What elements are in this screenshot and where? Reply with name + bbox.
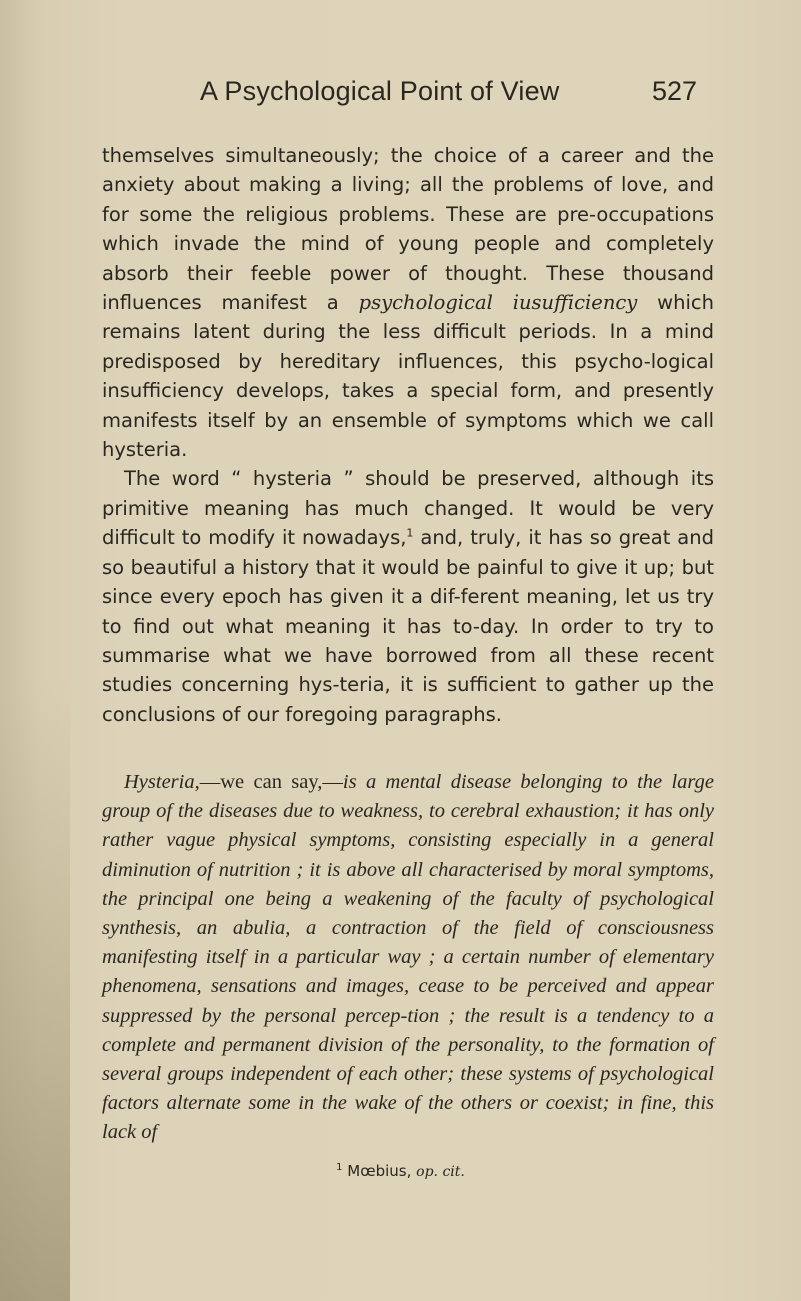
paragraph-1 — [102, 141, 714, 464]
definition-aside: —we can say,— — [199, 771, 343, 793]
page-number: 527 — [652, 76, 698, 106]
footnote-mark: 1 — [336, 1162, 343, 1173]
footnote-reference: 1 — [406, 526, 414, 540]
page-stain — [0, 681, 70, 1301]
running-title: A Psychological Point of View — [200, 76, 560, 106]
paragraph-2-text-b: and, truly, it has so great and so beautiful a history that it would be painful to give it up; but since every epoch has given it a dif-ferent meaning, let us try to find out what meaning it has to-day. In order to try to summarise what we have borrowed from all these recent studies concerning hys-teria, it is sufficient to gather up the conclusions of our foregoing paragraphs. — [102, 526, 714, 726]
footnote-author: Mœbius, — [347, 1162, 412, 1180]
definition-body: is a mental disease belonging to the large group of the diseases due to weakness, to cerebral exhaustion; it has only rather vague physical symptoms, consisting especially in a general diminution of nutrition ; it is above all characterised by moral symptoms, the principal one being a weakening of the faculty of psychological synthesis, an abulia, a contraction of the field of consciousness manifesting itself in a particular way ; a certain number of elementary phenomena, sensations and images, cease to be perceived and appear suppressed by the personal percep-tion ; the result is a tendency to a complete and permanent division of the personality, to the formation of several groups independent of each other; these systems of psychological factors alternate some in the wake of the others or coexist; in fine, this lack of — [102, 771, 714, 1144]
definition-lead: Hysteria, — [124, 771, 200, 793]
running-header — [0, 72, 801, 112]
paragraph-1-emphasis: psychological iusufficiency — [358, 291, 638, 315]
hysteria-definition — [102, 768, 714, 1148]
paragraph-2 — [102, 464, 714, 729]
footnote — [0, 1162, 801, 1180]
paragraph-1-text-a: themselves simultaneously; the choice of a career and the anxiety about making a living; all the problems of love, and for some the religious problems. These are pre-occupations which invade the mind of young people and completely absorb their feeble power of thought. These thousand influences manifest a — [102, 144, 714, 315]
body-text — [102, 141, 714, 729]
paragraph-1-text-b: which remains latent during the less difficult periods. In a mind predisposed by hereditary influences, this psycho-logical insufficiency develops, takes a special form, and presently manifests itself by an ensemble of symptoms which we call hysteria. — [102, 291, 714, 462]
footnote-citation: op. cit. — [416, 1164, 465, 1180]
paragraph-2-text-a: The word “ hysteria ” should be preserved, although its primitive meaning has much changed. It would be very difficult to modify it nowadays, — [102, 467, 714, 550]
